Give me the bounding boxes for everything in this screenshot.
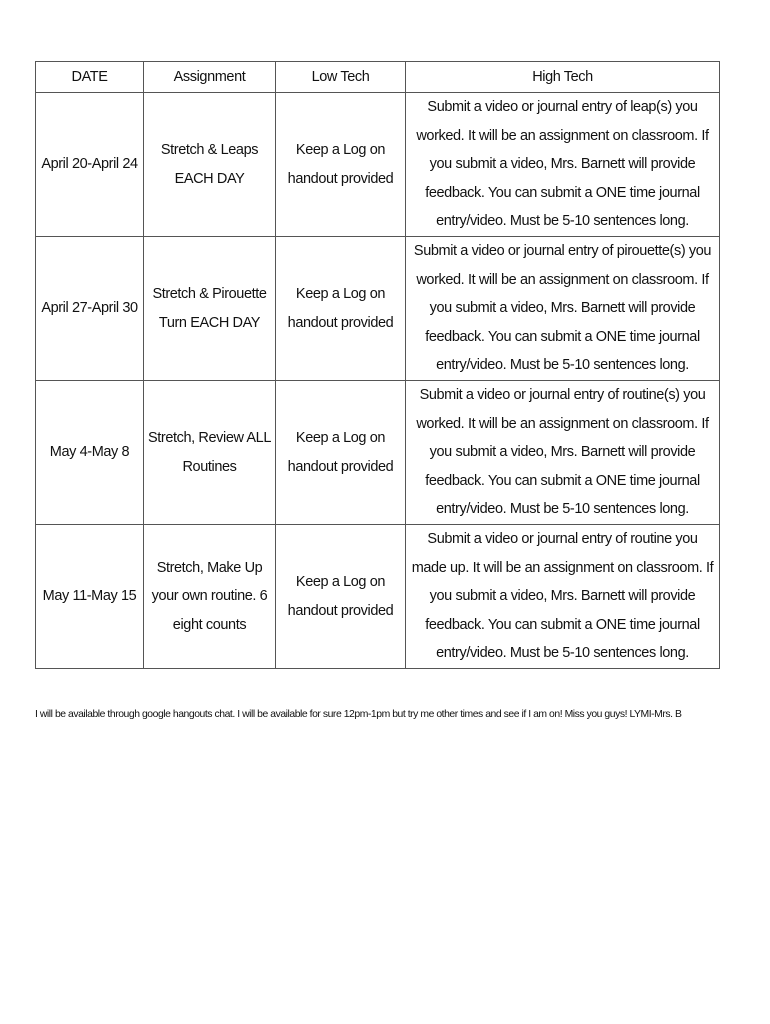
row-assignment: Stretch & Pirouette Turn EACH DAY xyxy=(144,237,276,381)
row-low-tech: Keep a Log on handout provided xyxy=(276,93,406,237)
header-low-tech: Low Tech xyxy=(276,62,406,93)
assignment-schedule-table xyxy=(35,61,720,669)
row-low-tech: Keep a Log on handout provided xyxy=(276,381,406,525)
row-assignment: Stretch & Leaps EACH DAY xyxy=(144,93,276,237)
table-row xyxy=(36,237,720,381)
row-low-tech: Keep a Log on handout provided xyxy=(276,525,406,669)
row-date: May 4-May 8 xyxy=(36,381,144,525)
row-high-tech: Submit a video or journal entry of leap(s) you worked. It will be an assignment on classroom. If you submit a video, Mrs. Barnett will provide feedback. You can submit a ONE time journal entry/video. Must be 5-10 sentences long. xyxy=(406,93,720,237)
row-high-tech: Submit a video or journal entry of pirouette(s) you worked. It will be an assignment on classroom. If you submit a video, Mrs. Barnett will provide feedback. You can submit a ONE time journal entry/video. Must be 5-10 sentences long. xyxy=(406,237,720,381)
table-row xyxy=(36,381,720,525)
header-assignment: Assignment xyxy=(144,62,276,93)
row-assignment: Stretch, Make Up your own routine. 6 eight counts xyxy=(144,525,276,669)
row-high-tech: Submit a video or journal entry of routine(s) you worked. It will be an assignment on classroom. If you submit a video, Mrs. Barnett will provide feedback. You can submit a ONE time journal entry/video. Must be 5-10 sentences long. xyxy=(406,381,720,525)
row-date: April 20-April 24 xyxy=(36,93,144,237)
header-high-tech: High Tech xyxy=(406,62,720,93)
row-assignment: Stretch, Review ALL Routines xyxy=(144,381,276,525)
table-row xyxy=(36,93,720,237)
table-row xyxy=(36,525,720,669)
row-high-tech: Submit a video or journal entry of routine you made up. It will be an assignment on classroom. If you submit a video, Mrs. Barnett will provide feedback. You can submit a ONE time journal entry/video. Must be 5-10 sentences long. xyxy=(406,525,720,669)
table-header-row xyxy=(36,62,720,93)
header-date: DATE xyxy=(36,62,144,93)
row-date: May 11-May 15 xyxy=(36,525,144,669)
row-low-tech: Keep a Log on handout provided xyxy=(276,237,406,381)
footer-availability-note: I will be available through google hangouts chat. I will be available for sure 12pm-1pm but try me other times and see if I am on! Miss you guys! LYMI-Mrs. B xyxy=(35,709,682,720)
row-date: April 27-April 30 xyxy=(36,237,144,381)
